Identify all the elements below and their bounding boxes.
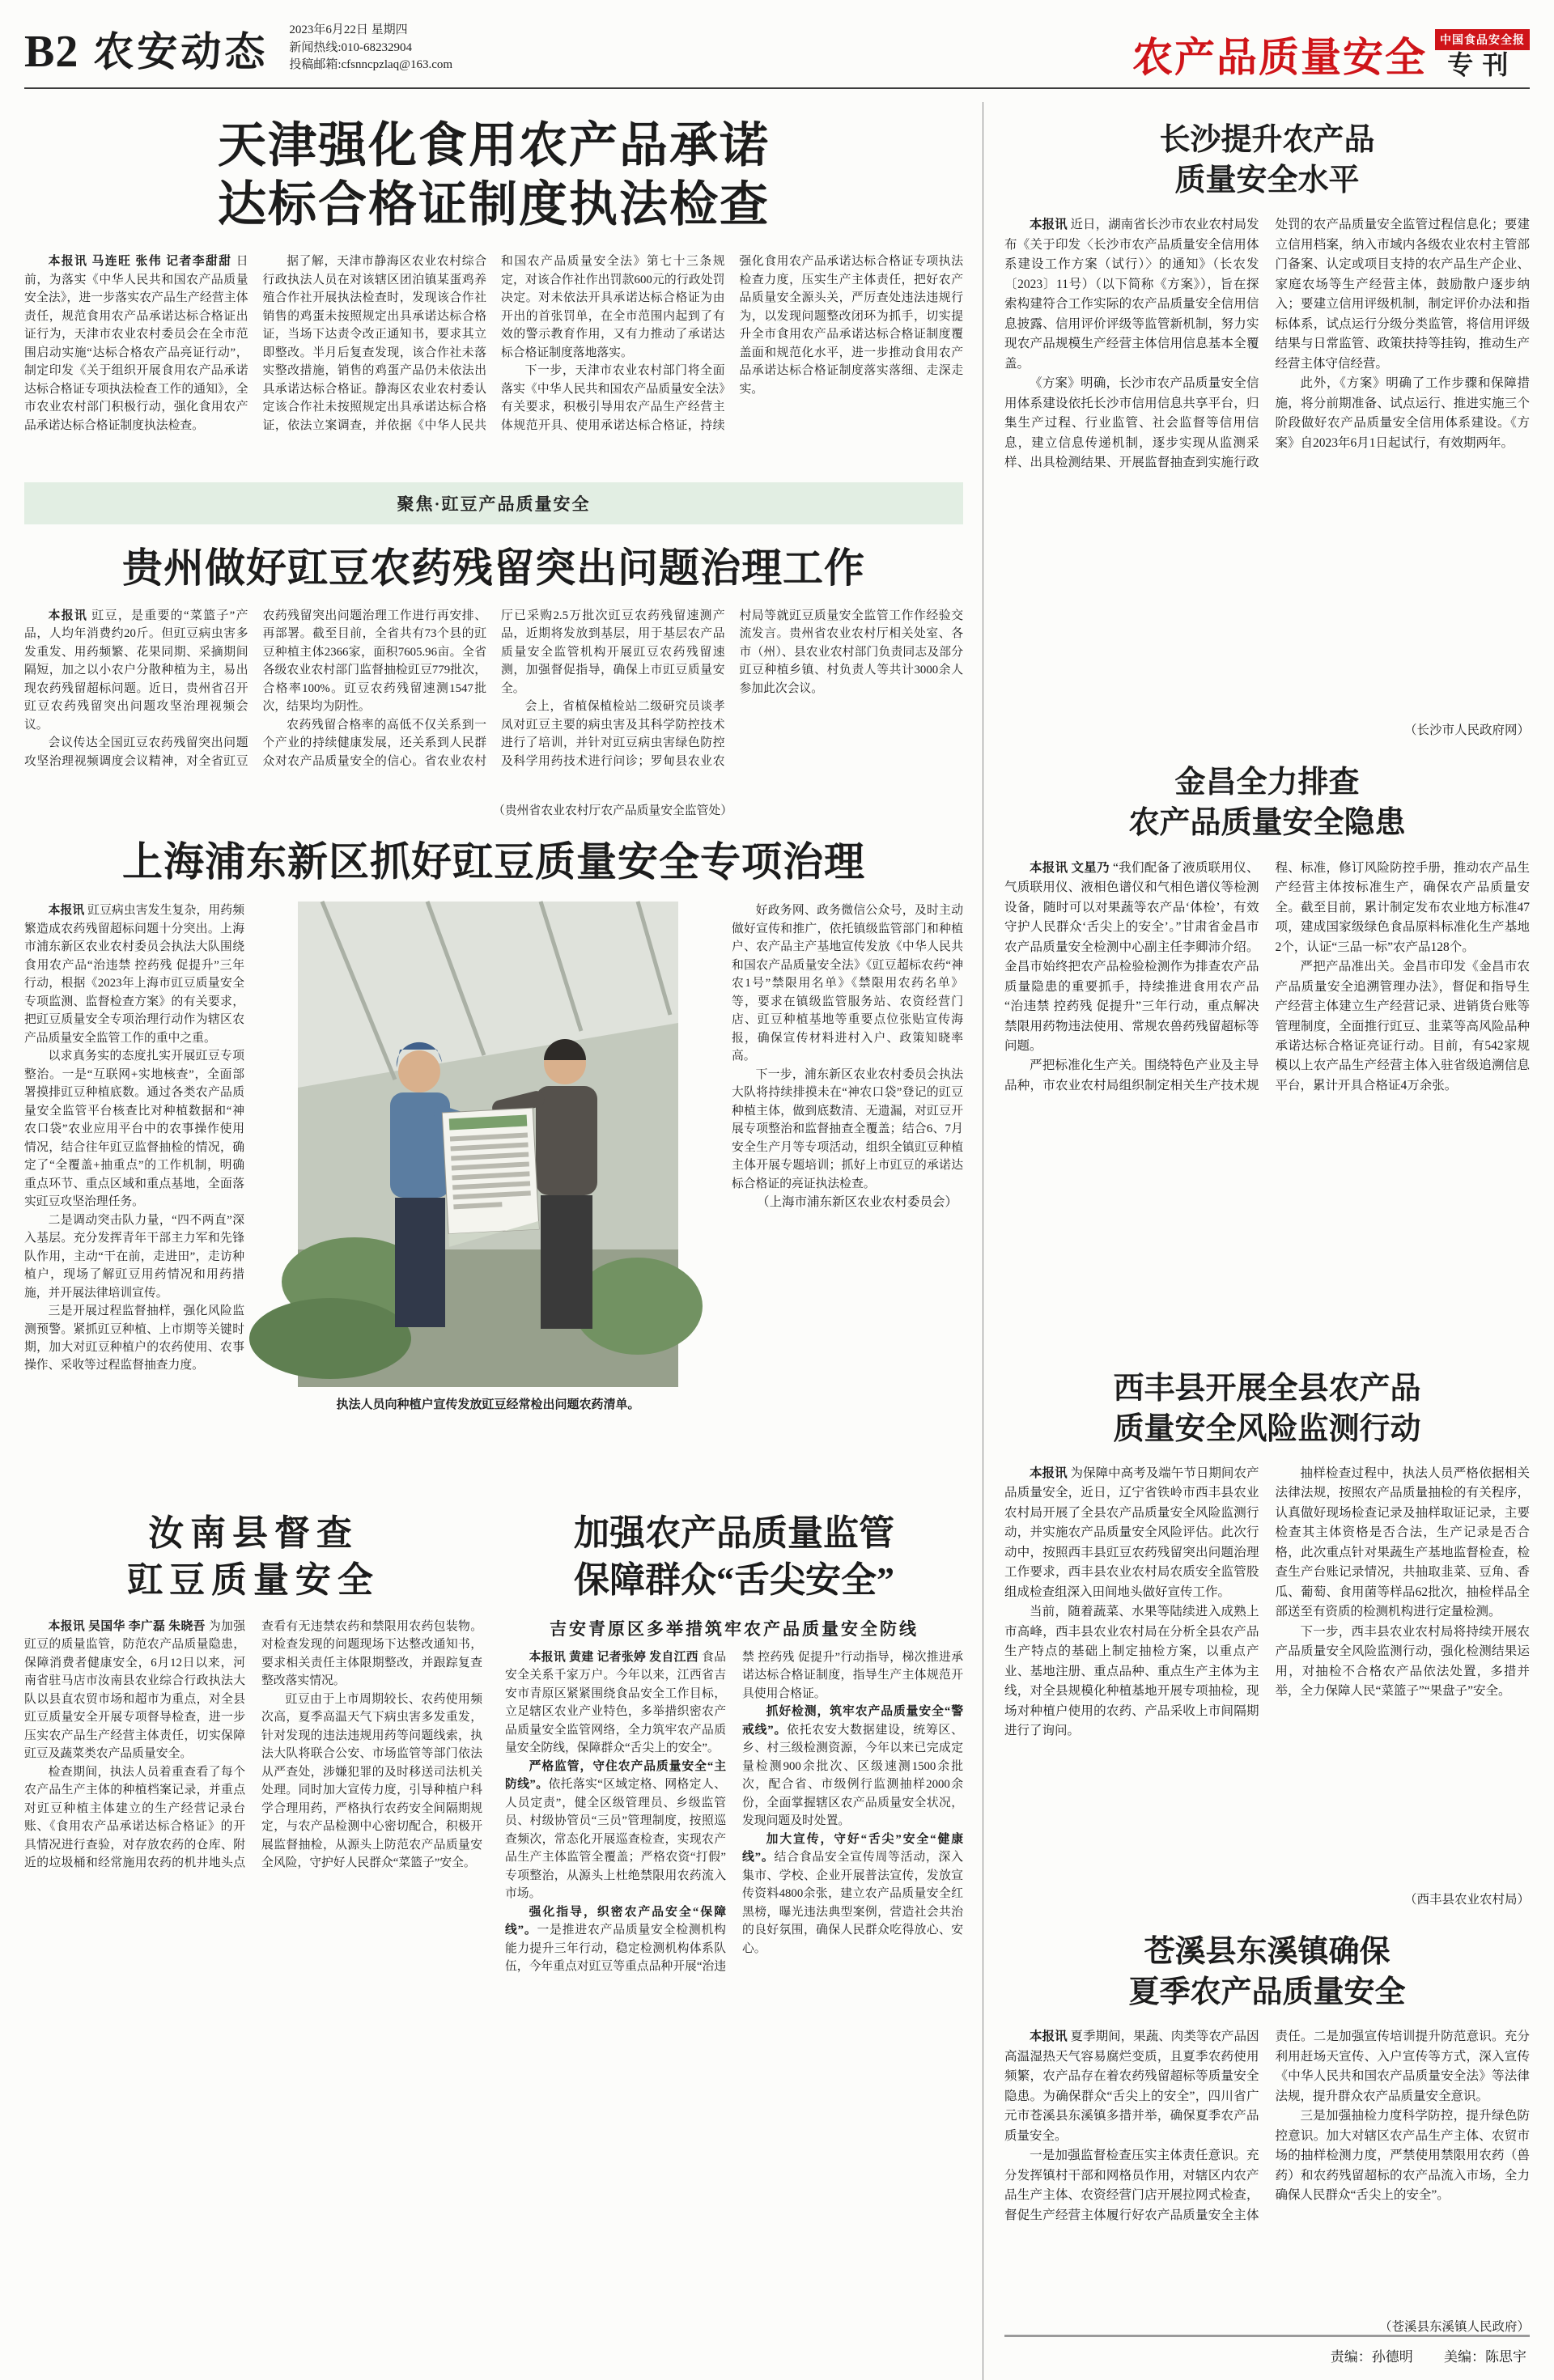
article-cangxi xyxy=(1004,1907,1530,2335)
headline-line: 天津强化食用农产品承诺 xyxy=(218,119,770,172)
article-paragraph: 本报讯 豇豆病虫害发生复杂，用药频繁造成农药残留超标问题十分突出。上海市浦东新区农业农村委员会执法大队围绕食用农产品“治违禁 控药残 促提升”三年行动，根据《2023年上海市豇豆质量安全专项监测、监督检查方案》的有关要求，把豇豆质量安全专项治理行动作为辖区农产品质量安全监管工作的重中之重。 xyxy=(24,904,244,1045)
article-xifeng xyxy=(1004,1344,1530,1907)
article-paragraph: 本报讯 为保障中高考及端午节日期间农产品质量安全，近日，辽宁省铁岭市西丰县农业农村局开展了全县农产品质量安全风险监测行动，并实施农产品质量安全风险评估。此次行动中，按照西丰县豇豆农药残留突出问题治理工作要求，西丰县农业农村局农质安全监管股组成检查组深入田间地头做好宣传工作。 xyxy=(1004,1466,1259,1599)
article-attribution: （贵州省农业农村厅农产品质量安全监管处） xyxy=(493,804,732,817)
article-paragraph: 本报讯 近日，湖南省长沙市农业农村局发布《关于印发〈长沙市农产品质量安全信用体系建设工作方案（试行）〉的通知》（长农发〔2023〕11号）（以下简称《方案》），旨在探索构建符合工作实际的农产品质量安全信用信息披露、信用评价评级等监管新机制，努力实现农产品规模生产经营主体信用信息基本全覆盖。 xyxy=(1004,218,1259,371)
article-body xyxy=(505,1648,963,2085)
article-paragraph: 一是加强监督检查压实主体责任意识。充分发挥镇村干部和网格员作用，对辖区内农产品生产主体、农资经营门店开展拉网式检查，督促生产经营主体履行好农产品质量安全主体责任。二是加强宣传培训提升防范意识。充分利用赶场天宣传、入户宣传等方式，深入宣传《中华人民共和国农产品质量安全法》等法律法规，提升群众农产品质量安全意识。 xyxy=(1004,2030,1530,2222)
article-headline: 上海浦东新区抓好豇豆质量安全专项治理 xyxy=(122,838,865,885)
article-headline xyxy=(24,1510,482,1602)
news-hotline: 新闻热线:010-68232904 xyxy=(289,40,413,54)
article-paragraph: 强化指导，织密农产品安全“保障线”。一是推进农产品质量安全检测机构能力提升三年行动，稳定检测机构体系队伍，今年重点对豇豆等重点品种开展“治违禁 控药残 促提升”行动指导，梯次推进承诺达标合格证制度，指导生产主体规范开具使用合格证。 xyxy=(505,1650,963,1973)
article-paragraph: 本报讯 豇豆，是重要的“菜篮子”产品，人均年消费约20斤。但豇豆病虫害多发重发、用药频繁、花果同期、采摘期间隔短，加之以小农户分散种植为主，易出现农药残留超标问题。近日，贵州省召开豇豆农药残留突出问题攻坚治理视频会议。 xyxy=(24,609,248,732)
article-paragraph: 本报讯 吴国华 李广磊 朱晓吾 为加强豇豆的质量监管，防范农产品质量隐患，保障消费者健康安全，6月12日以来，河南省驻马店市汝南县农业综合行政执法大队以县直农贸市场和超市为重点，对全县豇豆质量安全开展专项督导检查，进一步压实农产品生产经营主体责任，切实保障豇豆及蔬菜类农产品质量安全。 xyxy=(24,1619,245,1761)
article-paragraph: 加大宣传，守好“舌尖”安全“健康线”。结合食品安全宣传周等活动，深入集市、学校、企业开展普法宣传，发放宣传资料4800余张，建立农产品质量安全红黑榜，曝光违法典型案例，营造社会共治的良好氛围，确保人民群众吃得放心、安心。 xyxy=(742,1832,963,1955)
designer-credit: 美编：陈思宇 xyxy=(1444,2349,1526,2365)
article-jinchang xyxy=(1004,738,1530,1343)
article-paragraph: 以求真务实的态度扎实开展豇豆专项整治。一是“互联网+实地核查”，全面部署摸排豇豆种植底数。通过各类农产品质量安全监管平台核查比对种植数据和“神农口袋”农业应用平台中的农事操作使用情况，结合往年豇豆监督抽检的情况，确定了“全覆盖+抽重点”的工作机制，明确重点环节、重点区域和重点基地，全面落实豇豆攻坚治理任务。 xyxy=(24,1050,244,1209)
submission-email: 投稿邮箱:cfsnncpzlaq@163.com xyxy=(289,58,453,72)
supplement-label: 专刊 xyxy=(1447,50,1518,79)
article-jian xyxy=(505,1494,963,2111)
article-paragraph: 当前，随着蔬菜、水果等陆续进入成熟上市高峰，西丰县农业农村局在分析全县农产品生产特点的基础上制定抽检方案，以重点产业、基地注册、重点品种、重点生产主体为主线，对全县规模化种植基地开展专项抽检，现场对种植户使用的农药、产品采收上市间隔期进行了询问。 xyxy=(1004,1605,1259,1738)
article-body xyxy=(24,607,963,798)
headline-line: 质量安全水平 xyxy=(1174,163,1360,198)
article-changsha xyxy=(1004,102,1530,738)
brand-block xyxy=(1435,29,1530,78)
article-attribution: （长沙市人民政府网） xyxy=(1403,723,1530,738)
article-column xyxy=(24,902,244,1473)
article-paragraph: 本报讯 黄建 记者张婷 发自江西 食品安全关系千家万户。今年以来，江西省吉安市青原区紧紧围绕食品安全工作目标，立足辖区农业产业特色，多举措织密农产品质量安全监管网络，全力筑牢农产品质量安全防线，保障群众“舌尖上的安全”。 xyxy=(505,1650,726,1755)
article-paragraph: 三是开展过程监督抽样，强化风险监测预警。紧抓豇豆种植、上市期等关键时期，加大对豇豆种植户的农药使用、农事操作、采收等过程监督抽查力度。 xyxy=(24,1305,244,1372)
headline-line: 农产品质量安全隐患 xyxy=(1128,806,1406,841)
article-paragraph: 三是加强抽检力度科学防控，提升绿色防控意识。加大对辖区农产品生产主体、农贸市场的抽样检测力度，严禁使用禁限用农药（兽药）和农药残留超标的农产品流入市场，全力确保人民群众“舌尖上的安全”。 xyxy=(1275,2109,1530,2203)
article-attribution: （苍溪县东溪镇人民政府） xyxy=(1378,2320,1530,2335)
headline-line: 保障群众“舌尖安全” xyxy=(574,1559,894,1600)
article-paragraph: 抓好检测，筑牢农产品质量安全“警戒线”。依托农安大数据建设，统筹区、乡、村三级检测资源，今年以来已完成定量检测900余批次、区级速测1500余批次，配合省、市级例行监测抽样2000余份，全面掌握辖区农产品质量安全状况，发现问题及时处置。 xyxy=(742,1705,963,1828)
headline-line: 苍溪县东溪镇确保 xyxy=(1144,1934,1391,1969)
masthead xyxy=(1132,29,1530,78)
article-paragraph: 好政务网、政务微信公众号，及时主动做好宣传和推广，依托镇级监管部门和种植户、农产品主产基地宣传发放《中华人民共和国农产品质量安全法》《豇豆超标农药“神农1号”禁限用名单》《禁限用农药名单》等，要求在镇级监管服务站、农资经营门店、豇豆种植基地等重要点位张贴宣传海报，确保宣传材料进村入户、政策知晓率高。 xyxy=(732,904,963,1063)
article-body xyxy=(1004,2027,1530,2312)
section-title: 农安动态 xyxy=(93,29,269,74)
article-paragraph: 本报讯 夏季期间，果蔬、肉类等农产品因高温湿热天气容易腐烂变质，且夏季农药使用频繁，农产品存在着农药残留超标等质量安全隐患。为确保群众“舌尖上的安全”，四川省广元市苍溪县东溪镇多措并举，确保夏季农产品质量安全。 xyxy=(1004,2030,1259,2143)
article-paragraph: 二是调动突击队力量，“四不两直”深入基层。充分发挥青年干部主力军和先锋队作用，主动“干在前，走进田”，走访种植户，现场了解豇豆用药情况和用药措施，并开展法律培训宣传。 xyxy=(24,1213,244,1300)
article-paragraph: 本报讯 马连旺 张伟 记者李甜甜 日前，为落实《中华人民共和国农产品质量安全法》，进一步落实农产品生产经营主体责任，规范食用农产品承诺达标合格证出证行为，天津市农业农村委员会在全市范围启动实施“达标合格农产品亮证行动”，制定印发《关于组织开展食用农产品承诺达标合格证专项执法检查工作的通知》，全市农业农村部门积极行动，强化食用农产品承诺达标合格证制度执法检查。 xyxy=(24,255,248,432)
headline-line: 加强农产品质量监管 xyxy=(574,1513,894,1554)
article-body xyxy=(24,1618,482,2111)
headline-line: 长沙提升农产品 xyxy=(1159,123,1375,157)
article-headline xyxy=(1004,1368,1530,1449)
article-body xyxy=(1004,215,1530,715)
article-paragraph: 豇豆由于上市周期较长、农药使用频次高，夏季高温天气下病虫害多发重发，针对发现的违法违规用药等问题线索，执法大队将联合公安、市场监管等部门依法从严查处，涉嫌犯罪的及时移送司法机关处理。同时加大宣传力度，引导种植户科学合理用药，严格执行农药安全间隔期规定，与农产品检测中心密切配合，积极开展监督抽检，从源头上防范农产品质量安全风险，守护好人民群众“菜篮子”安全。 xyxy=(261,1692,482,1870)
bottom-row xyxy=(24,1494,963,2111)
article-paragraph: 本报讯 文星乃 “我们配备了液质联用仪、气质联用仪、液相色谱仪和气相色谱仪等检测设备，随时可以对果蔬等农产品‘体检’，有效守护人民群众‘舌尖上的安全’。”甘肃省金昌市农产品质量安全检测中心副主任李卿沛介绍。金昌市始终把农产品检验检测作为排查农产品质量隐患的重要抓手，持续推进食用农产品“治违禁 控药残 促提升”三年行动，重点解决禁限用药物违法使用、常规农兽药残留超标等问题。 xyxy=(1004,860,1259,1053)
headline-line: 夏季农产品质量安全 xyxy=(1128,1975,1406,2010)
article-guizhou xyxy=(24,545,963,818)
article-headline xyxy=(1004,1932,1530,2013)
main-region xyxy=(24,89,983,2380)
sidebar-region xyxy=(983,102,1530,2380)
headline-line: 质量安全风险监测行动 xyxy=(1113,1411,1421,1446)
article-headline: 贵州做好豇豆农药残留突出问题治理工作 xyxy=(122,545,865,592)
headline-line: 金昌全力排查 xyxy=(1174,766,1360,800)
article-paragraph: 农药残留合格率的高低不仅关系到一个产业的持续健康发展，还关系到人民群众对农产品质量安全的信心。省农业农村厅已采购2.5万批次豇豆农药残留速测产品，近期将发放到基层，用于基层农产品质量安全监管机构开展豇豆农药残留速测，加强督促指导，确保上市豇豆质量安全。 xyxy=(262,609,725,768)
publication-date: 2023年6月22日 星期四 xyxy=(289,23,408,36)
article-runan xyxy=(24,1494,482,2111)
article-column xyxy=(732,902,963,1473)
headline-line: 西丰县开展全县农产品 xyxy=(1113,1371,1421,1406)
brand-logo: 中国食品安全报 xyxy=(1435,29,1530,50)
article-paragraph: 下一步，天津市农业农村部门将全面落实《中华人民共和国农产品质量安全法》有关要求，积极引导用农产品生产经营主体规范开具、使用承诺达标合格证，持续强化食用农产品承诺达标合格证专项执法检查力度，压实生产主体责任，把好农产品质量安全源头关，严厉查处违法违规行为，以发现问题整改闭环为抓手，切实提升全市食用农产品承诺达标合格证制度覆盖面和规范化水平，进一步推动食用农产品承诺达标合格证制度落实落细、走深走实。 xyxy=(501,255,963,432)
article-paragraph: 会上，省植保植检站二级研究员谈孝凤对豇豆主要的病虫害及其科学防控技术进行了培训，并针对豇豆病虫害绿色防控及科学用药技术进行问诊；罗甸县农业农村局等就豇豆质量安全监管工作作经验交流发言。贵州省农业农村厅相关处室、各市（州）、县农业农村部门负责同志及部分豇豆种植乡镇、村负责人等共计3000余人参加此次会议。 xyxy=(501,609,963,768)
article-headline xyxy=(1004,120,1530,201)
page-header xyxy=(24,19,1530,89)
article-paragraph: 抽样检查过程中，执法人员严格依据相关法律法规，按照农产品质量抽检的有关程序，认真做好现场检查记录及抽样取证记录，主要检查其主体资格是否合法，生产记录是否合格，此次重点针对果蔬生产基地监督检查，检查生产台账记录情况，共抽取韭菜、豆角、香瓜、葡萄、食用菌等样品62批次，抽检样品全部送至有资质的检测机构进行定量检测。 xyxy=(1275,1466,1530,1619)
article-paragraph: 据了解，天津市静海区农业农村综合行政执法人员在对该辖区团泊镇某蛋鸡养殖合作社开展执法检查时，发现该合作社销售的鸡蛋未按照规定出具承诺达标合格证，当场下达责令改正通知书，要求其立即整改。半月后复查发现，该合作社未落实整改措施，销售的鸡蛋产品仍未依法出具承诺达标合格证。静海区农业农村委认定该合作社未按照规定出具承诺达标合格证，依法立案调查，并依据《中华人民共和国农产品质量安全法》第七十三条规定，对该合作社作出罚款600元的行政处罚决定。对未依法开具承诺达标合格证为由开出的首张罚单，在全市范围内起到了有效的警示教育作用，又有力推动了承诺达标合格证制度落地落实。 xyxy=(262,255,725,432)
focus-banner: 聚焦·豇豆产品质量安全 xyxy=(24,482,963,524)
headline-line: 汝南县督查 xyxy=(148,1513,359,1554)
article-paragraph: 严格监管，守住农产品质量安全“主防线”。依托落实“区域定格、网格定人、人员定责”，健全区级管理员、乡级监管员、村级协管员“三员”管理制度，按照巡查频次，常态化开展巡查检查，实现农产品生产主体监管全覆盖；严格农资“打假”专项整治，从源头上杜绝禁限用农药流入市场。 xyxy=(505,1759,726,1901)
article-paragraph: 下一步，西丰县农业农村局将持续开展农产品质量安全风险监测行动，强化检测结果运用，对抽检不合格农产品依法处置，多措并举，全力保障人民“菜篮子”“果盘子”安全。 xyxy=(1275,1624,1530,1699)
article-paragraph: 严把标准化生产关。围绕特色产业及主导品种，市农业农村局组织制定相关生产技术规程、标准，修订风险防控手册，推动农产品生产经营主体按标准生产，确保农产品质量安全。截至目前，累计制定发布农业地方标准47项，建成国家级绿色食品原料标准化生产基地2个，认证“三品一标”农产品128个。 xyxy=(1004,860,1530,1092)
article-body xyxy=(24,252,963,461)
article-photo-block xyxy=(244,902,732,1473)
article-shanghai xyxy=(24,839,963,1474)
headline-line: 达标合格证制度执法检查 xyxy=(218,178,770,232)
article-paragraph: 《方案》明确，长沙市农产品质量安全信用体系建设依托长沙市信用信息共享平台，归集生产过程、行业监管、社会监督等信用信息，建立信息传递机制，逐步实现从监测采样、出具检测结果、开展监督抽查到实施行政处罚的农产品质量安全监管过程信息化；要建立信用档案，纳入市域内各级农业农村主管部门备案、认定或项目支持的农产品生产企业、家庭农场等生产经营主体，鼓励散户逐步纳入；要建立信用评级机制，制定评价办法和指标体系，试点运行分级分类监管，将信用评级结果与日常监管、政策扶持等挂钩，推动生产经营主体守信经营。 xyxy=(1004,218,1530,470)
publication-meta xyxy=(289,22,452,78)
masthead-title: 农产品质量安全 xyxy=(1132,35,1427,80)
article-paragraph: 下一步，浦东新区农业农村委员会执法大队将持续排摸未在“神农口袋”登记的豇豆种植主体，做到底数清、无遗漏，对豇豆开展专项整治和监督抽查全覆盖；结合6、7月安全生产月等专项活动，组织全镇豇豆种植主体开展专题培训；抓好上市豇豆的承诺达标合格证的亮证执法检查。 xyxy=(732,1067,963,1190)
edition-number: B2 xyxy=(24,27,79,77)
headline-line: 豇豆质量安全 xyxy=(127,1559,380,1600)
article-body xyxy=(24,902,963,1473)
article-body xyxy=(1004,859,1530,1344)
photo-caption: 执法人员向种植户宣传发放豇豆经常检出问题农药清单。 xyxy=(336,1398,640,1412)
article-headline xyxy=(24,117,963,235)
article-tianjin xyxy=(24,117,963,461)
greenhouse-photo xyxy=(298,902,678,1387)
editor-credit: 责编：孙德明 xyxy=(1330,2349,1413,2365)
article-paragraph: 会议传达全国豇豆农药残留突出问题攻坚治理视频调度会议精神，对全省豇豆农药残留突出问题治理工作进行再安排、再部署。截至目前，全省共有73个县的豇豆种植主体2366家，面积7605.96亩。全省各级农业农村部门监督抽检豇豆779批次，合格率100%。豇豆农药残留速测1547批次，结果均为阴性。 xyxy=(24,609,486,768)
article-headline xyxy=(1004,762,1530,843)
article-body xyxy=(1004,1464,1530,1885)
article-attribution: （西丰县农业农村局） xyxy=(1403,1892,1530,1907)
article-paragraph: 检查期间，执法人员着重查看了每个农产品生产主体的种植档案记录，并重点对豇豆种植主体建立的生产经营记录台账、《食用农产品承诺达标合格证》的开具情况进行查验，对存放农药的仓库、附近的垃圾桶和经常施用农药的机井地头点查看有无违禁农药和禁限用农药包装物。对检查发现的问题现场下达整改通知书，要求相关责任主体限期整改，并跟踪复查整改落实情况。 xyxy=(24,1619,482,1870)
article-attribution: （上海市浦东新区农业农村委员会） xyxy=(757,1195,958,1210)
article-paragraph: 此外，《方案》明确了工作步骤和保障措施，将分前期准备、试点运行、推进实施三个阶段做好农产品质量安全信用体系建设。《方案》自2023年6月1日起试行，有效期两年。 xyxy=(1275,376,1530,450)
article-column-text xyxy=(732,902,963,1193)
article-headline xyxy=(505,1510,963,1602)
article-subtitle: 吉安青原区多举措筑牢农产品质量安全防线 xyxy=(550,1618,919,1639)
page-body xyxy=(24,89,1530,2380)
page-footer xyxy=(1004,2335,1530,2380)
article-paragraph: 严把产品准出关。金昌市印发《金昌市农产品质量安全追溯管理办法》，督促和指导生产经营主体建立生产经营记录、进销货台账等管理制度，全面推行豇豆、韭菜等高风险品种承诺达标合格证亮证行动。目前，有542家规模以上农产品生产经营主体入驻省级追溯信息平台，累计开具合格证4万余张。 xyxy=(1275,960,1530,1092)
